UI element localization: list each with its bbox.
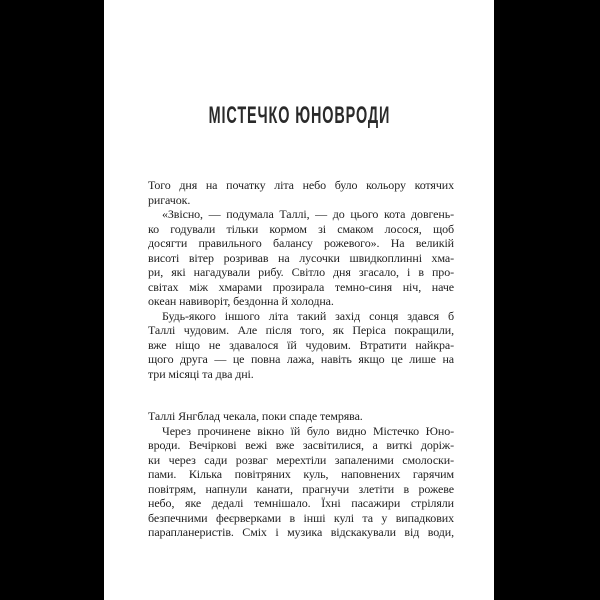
text-line: три місяці та два дні. [148,366,254,381]
text-line: небо, яке дедалі темнішало. Їхні пасажири стріляли [148,496,454,510]
text-line: ри, які нагадували рибу. Світло дня згасало, і в про- [148,265,454,279]
book-page[interactable] [104,0,494,600]
text-line: щого друга — це повна лажа, навіть якщо це лише на [148,352,454,366]
paragraph [148,424,454,540]
text-line: пами. Кілька повітряних куль, наповнених гарячим [148,467,454,481]
text-line: Таллі Янгблад чекала, поки спаде темрява. [148,409,363,423]
text-line: Будь-якого іншого літа такий захід сонця здався б [162,308,454,323]
paragraph [148,409,454,424]
text-line: парапланеристів. Сміх і музика відскакували від води, [148,525,454,539]
text-line: вроди. Вечіркові вежі вже засвітилися, а виткі доріж- [148,438,454,452]
text-line: Через прочинене вікно їй було видно Містечко Юно- [162,423,454,438]
text-line: Того дня на початку літа небо було кольору котячих [148,178,454,192]
text-line: повітрям, напнули канати, прагнучи злетіти в рожеве [148,481,454,496]
text-line: ко годували тільки кормом зі смаком лосося, щоб [148,221,454,236]
text-line: безпечними феєрверками в інші кулі та у випадкових [148,510,454,525]
paragraph [148,178,454,207]
text-line: ригачок. [148,192,191,207]
text-line: світах між хмарами прозирала темно-синя ніч, наче [148,279,454,294]
text-line: вже ніщо не здавалося їй чудовим. Втратити найкра- [148,337,454,352]
chapter-title-text: МІСТЕЧКО ЮНОВРОДИ [208,102,390,129]
text-line: Таллі чудовим. Але після того, як Періса покращили, [148,323,454,337]
body-text [148,178,454,540]
text-line: досягти правильного балансу рожевого». На великій [148,236,454,250]
text-line: «Звісно, — подумала Таллі, — до цього кота довгень- [162,207,454,221]
paragraph [148,309,454,382]
text-line: висоті вітер розривав на лусочки швидкоплинні хма- [148,250,454,265]
chapter-title [104,102,494,130]
paragraph [148,207,454,309]
text-line: ки через сади розваг мерехтіли запаленими смолоски- [148,452,454,467]
text-line: океан навиворіт, бездонна й холодна. [148,294,334,308]
